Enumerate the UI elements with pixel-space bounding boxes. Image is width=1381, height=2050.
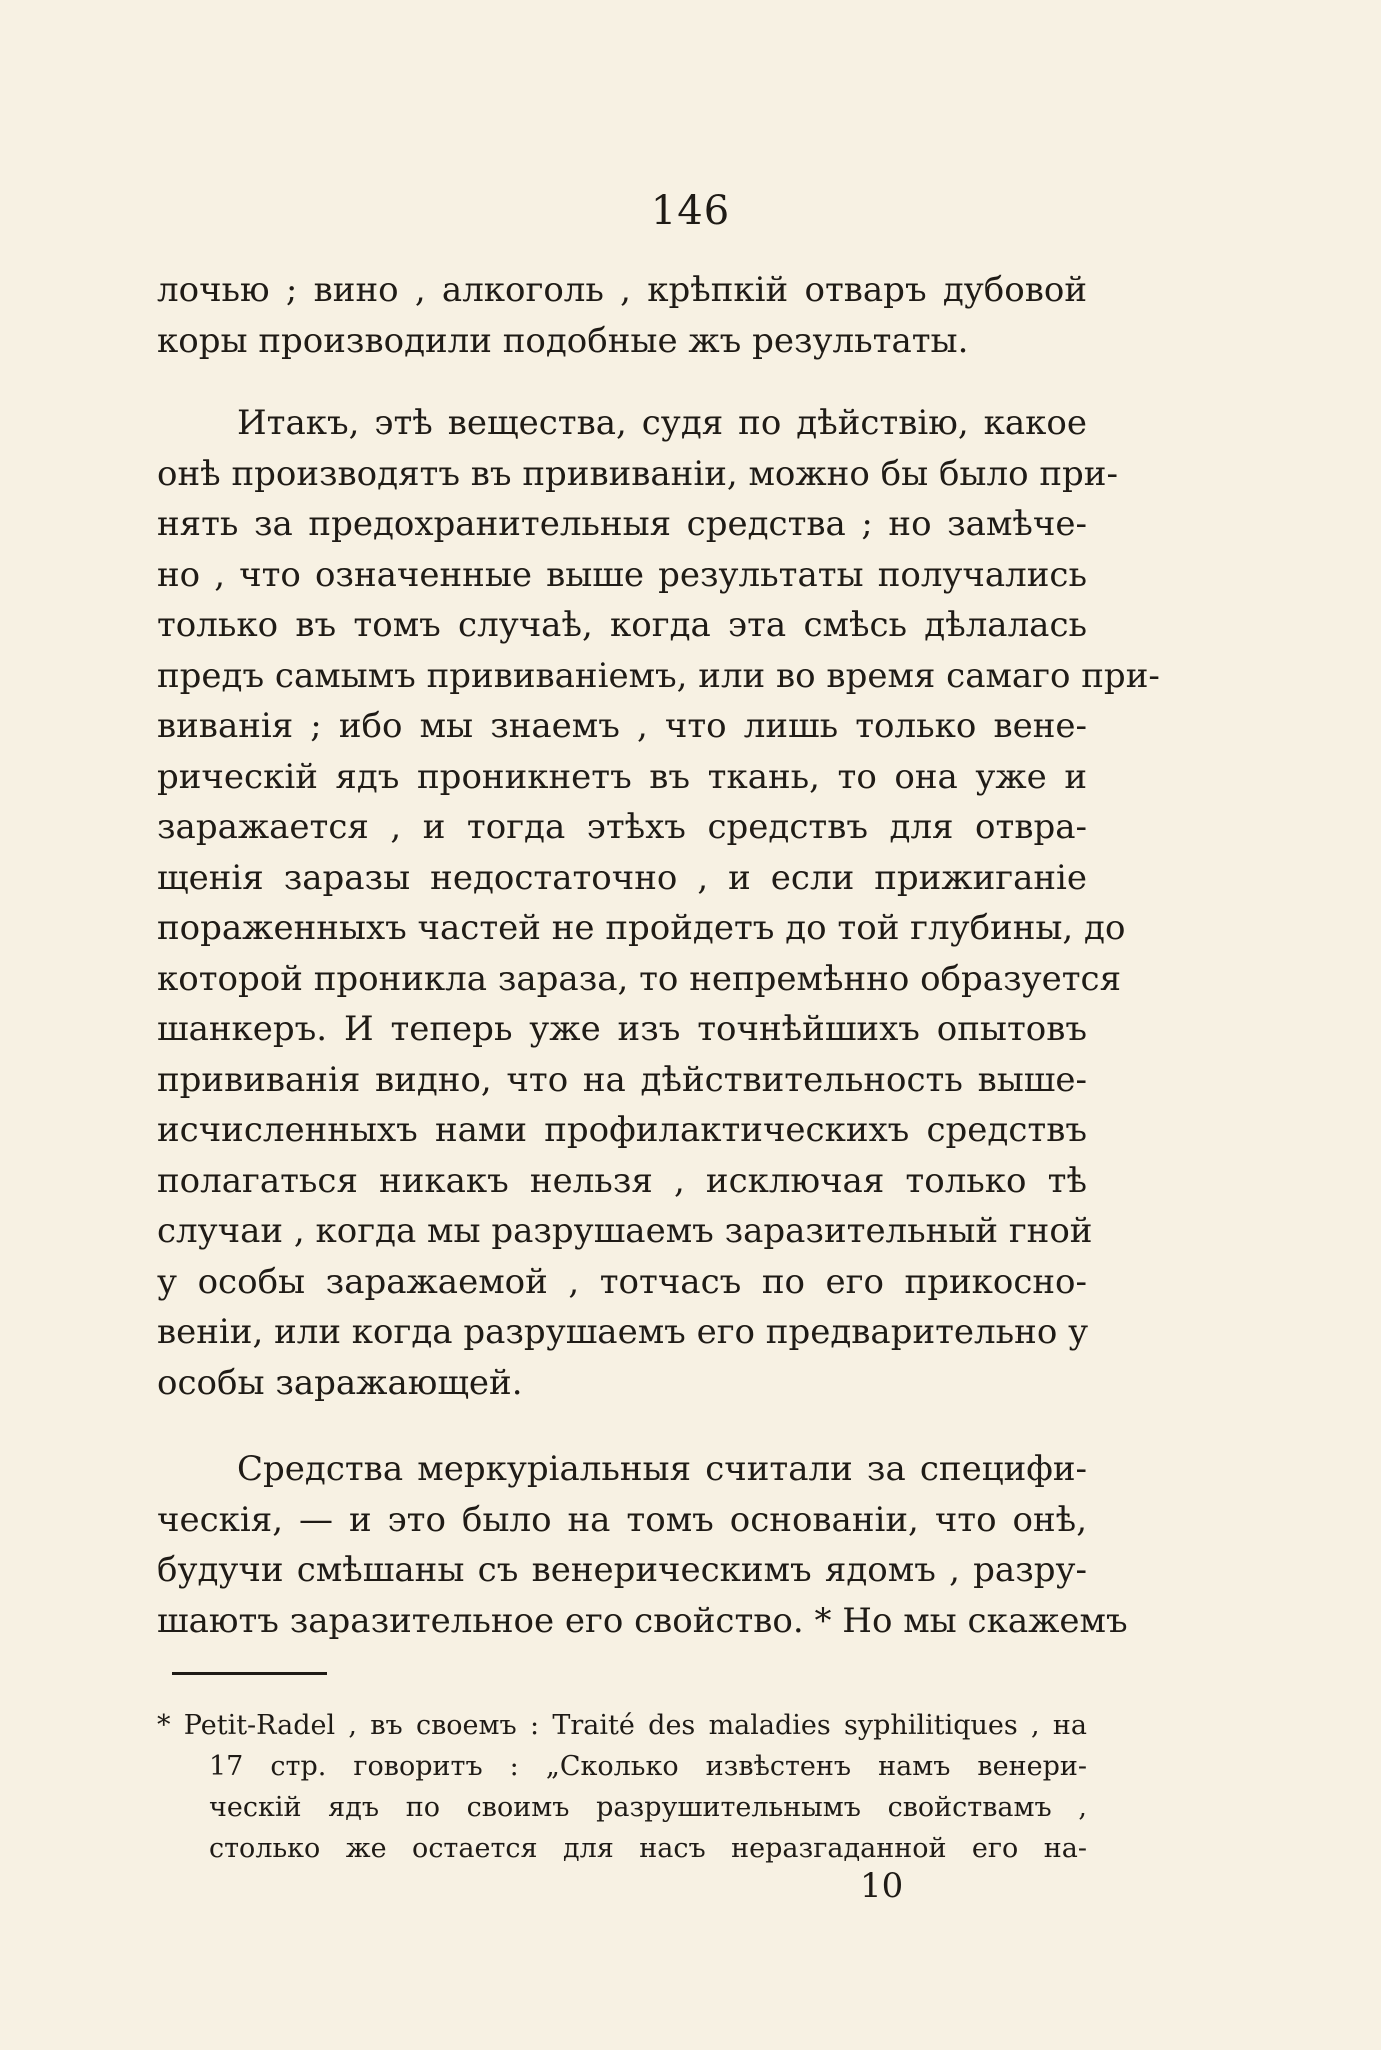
text-line: лочью ; вино , алкоголь , крѣпкій отваръ дубовой (157, 270, 1087, 310)
text-line: исчисленныхъ нами профилактическихъ средствъ (157, 1110, 1087, 1150)
text-line: ческія, — и это было на томъ основаніи, что онѣ, (157, 1499, 1087, 1540)
text-line: особы заражающей. (157, 1362, 523, 1403)
page-number: 146 (650, 188, 731, 234)
footnote-line: ческій ядъ по своимъ разрушительнымъ свойствамъ , (209, 1792, 1087, 1823)
text-line: случаи , когда мы разрушаемъ заразительный гной (157, 1211, 1093, 1251)
text-line: но , что означенные выше результаты получались (157, 554, 1087, 595)
text-line: Итакъ, этѣ вещества, судя по дѣйствію, какое (237, 403, 1087, 443)
footnote-line: * Petit-Radel , въ своемъ : Traité des maladies syphilitiques , на (157, 1710, 1087, 1741)
footnote-line: 17 стр. говоритъ : „Сколько извѣстенъ намъ венери- (209, 1751, 1087, 1782)
text-line: веніи, или когда разрушаемъ его предварительно у (157, 1312, 1089, 1352)
footnote-line: столько же остается для насъ неразгаданной его на- (209, 1833, 1087, 1864)
text-line: виванія ; ибо мы знаемъ , что лишь только вене- (157, 706, 1087, 746)
text-line: прививанія видно, что на дѣйствительность выше- (157, 1059, 1087, 1100)
paragraph-3 (157, 1444, 1128, 1646)
text-line: щенія заразы недостаточно , и если прижиганіе (157, 857, 1087, 898)
text-line: рическій ядъ проникнетъ въ ткань, то она уже и (157, 756, 1087, 797)
text-line: пораженныхъ частей не пройдетъ до той глубины, до (157, 908, 1126, 948)
text-line: Средства меркуріальныя считали за специфи- (237, 1449, 1087, 1489)
text-line: шанкеръ. И теперь уже изъ точнѣйшихъ опытовъ (157, 1009, 1087, 1049)
text-line: заражается , и тогда этѣхъ средствъ для отвра- (157, 807, 1087, 847)
text-line: полагаться никакъ нельзя , исключая только тѣ (157, 1160, 1087, 1201)
text-line: онѣ производятъ въ прививаніи, можно бы было при- (157, 453, 1118, 494)
paragraph-2 (157, 398, 1160, 1408)
text-line: будучи смѣшаны съ венерическимъ ядомъ , разру- (157, 1550, 1087, 1590)
text-line: которой проникла зараза, то непремѣнно образуется (157, 958, 1122, 999)
text-line: нять за предохранительныя средства ; но замѣче- (157, 504, 1087, 544)
paragraph-1 (157, 265, 1087, 366)
text-line: предъ самымъ прививаніемъ, или во время самаго при- (157, 655, 1160, 696)
footnote (157, 1705, 1087, 1869)
signature-mark: 10 (860, 1866, 904, 1906)
text-line: у особы заражаемой , тотчасъ по его прикосно- (157, 1261, 1087, 1302)
text-line: только въ томъ случаѣ, когда эта смѣсь дѣлалась (157, 605, 1087, 645)
text-line: коры производили подобные жъ результаты. (157, 320, 969, 361)
text-line: шаютъ заразительное его свойство. * Но мы скажемъ (157, 1600, 1128, 1641)
footnote-divider (172, 1672, 327, 1675)
